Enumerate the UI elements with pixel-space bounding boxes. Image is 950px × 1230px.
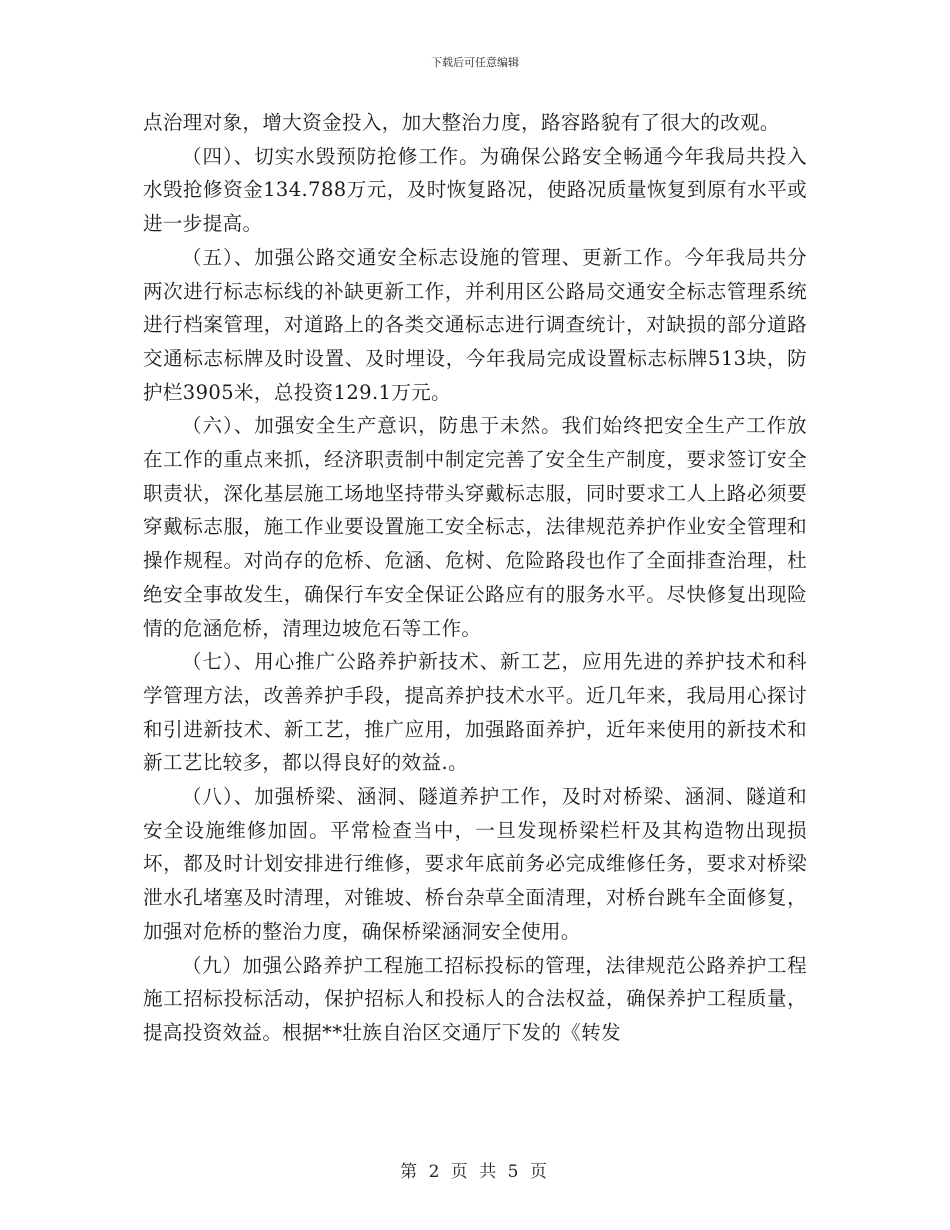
paragraph-section-7: （七）、用心推广公路养护新技术、新工艺，应用先进的养护技术和科学管理方法，改善养护手段，提高养护技术水平。近几年来，我局用心探讨和引进新技术、新工艺，推广应用，加强路面养护，近年来使用的新技术和新工艺比较多，都以得良好的效益.。: [143, 650, 807, 775]
paragraph-continuation: 点治理对象，增大资金投入，加大整治力度，路容路貌有了很大的改观。: [143, 111, 780, 134]
paragraph-section-4: （四）、切实水毁预防抢修工作。为确保公路安全畅通今年我局共投入水毁抢修资金134.788万元，及时恢复路况，使路况质量恢复到原有水平或进一步提高。: [143, 144, 807, 236]
paragraph-section-6: （六）、加强安全生产意识，防患于未然。我们始终把安全生产工作放在工作的重点来抓，经济职责制中制定完善了安全生产制度，要求签订安全职责状，深化基层施工场地坚持带头穿戴标志服，同时要求工人上路必须要穿戴标志服，施工作业要设置施工安全标志，法律规范养护作业安全管理和操作规程。对尚存的危桥、危涵、危树、危险路段也作了全面排查治理，杜绝安全事故发生，确保行车安全保证公路应有的服务水平。尽快修复出现险情的危涵危桥，清理边坡危石等工作。: [143, 414, 807, 640]
page-header: 下载后可任意编辑: [431, 56, 519, 69]
paragraph-section-9: （九）加强公路养护工程施工招标投标的管理，法律规范公路养护工程施工招标投标活动，保护招标人和投标人的合法权益，确保养护工程质量，提高投资效益。根据**壮族自治区交通厅下发的《转发: [143, 953, 807, 1044]
paragraph-section-5: （五）、加强公路交通安全标志设施的管理、更新工作。今年我局共分两次进行标志标线的补缺更新工作，并利用区公路局交通安全标志管理系统进行档案管理，对道路上的各类交通标志进行调查统计，对缺损的部分道路交通标志标牌及时设置、及时埋设，今年我局完成设置标志标牌513块，防护栏3905米，总投资129.1万元。: [143, 245, 807, 404]
page-number-footer: 第 2 页 共 5 页: [400, 1162, 550, 1182]
document-body: [143, 106, 807, 1050]
paragraph-section-8: （八）、加强桥梁、涵洞、隧道养护工作，及时对桥梁、涵洞、隧道和安全设施维修加固。平常检查当中，一旦发现桥梁栏杆及其构造物出现损坏，都及时计划安排进行维修，要求年底前务必完成维修任务，要求对桥梁泄水孔堵塞及时清理，对锥坡、桥台杂草全面清理，对桥台跳车全面修复，加强对危桥的整治力度，确保桥梁涵洞安全使用。: [143, 785, 807, 943]
